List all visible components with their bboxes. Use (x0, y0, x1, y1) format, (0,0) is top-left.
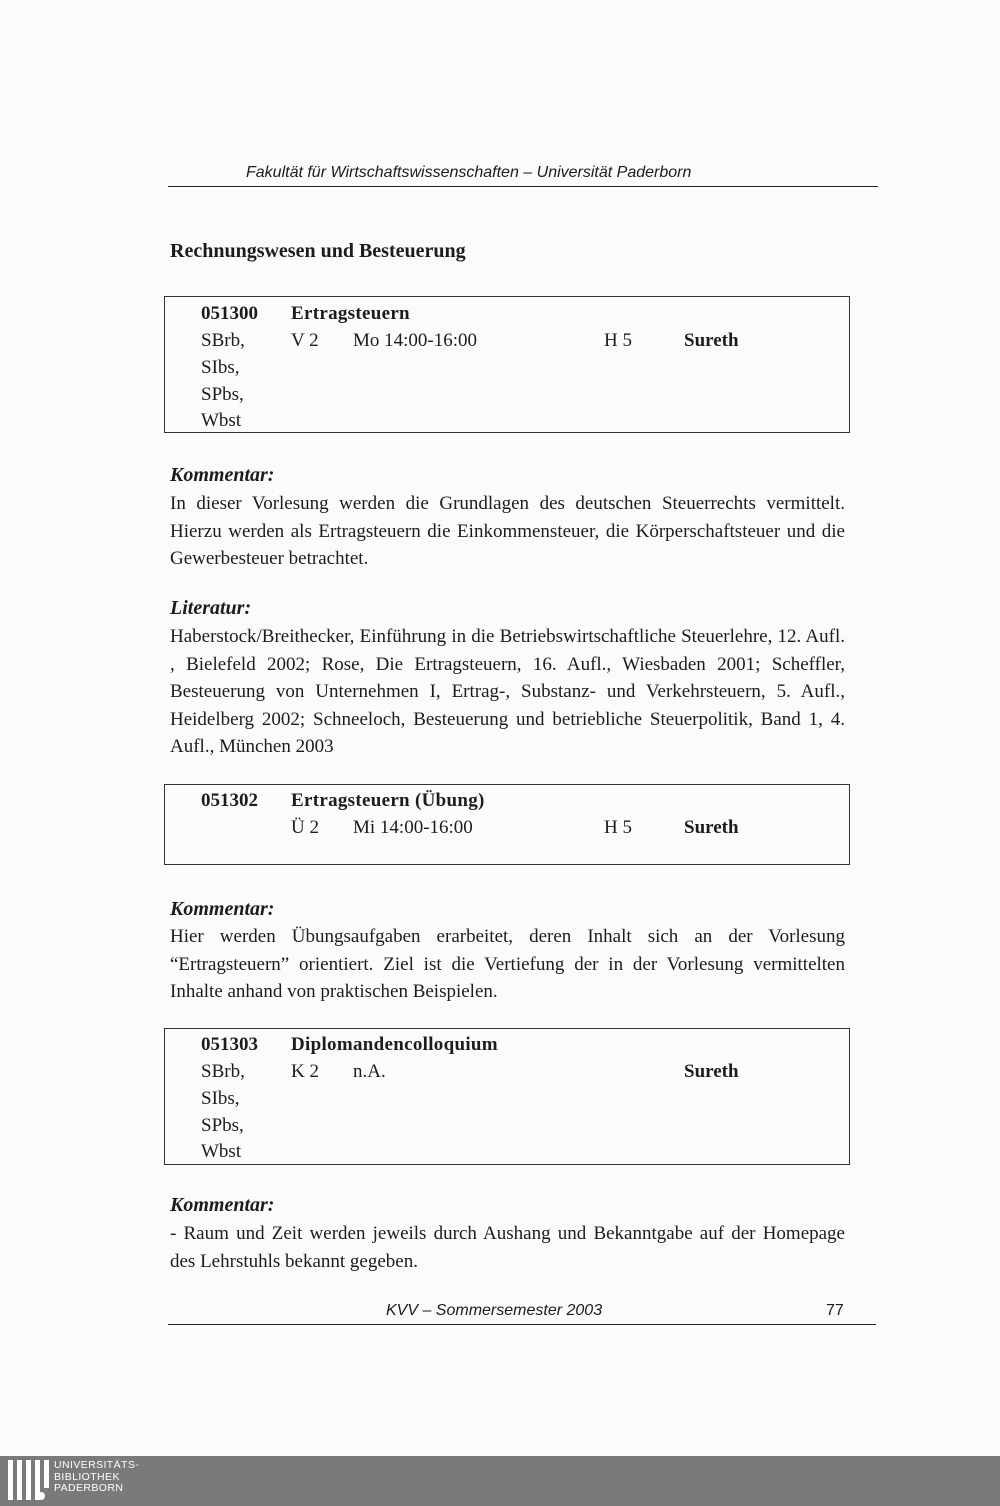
comment-label: Kommentar: (170, 1194, 275, 1216)
library-logo-bar (0, 1456, 1000, 1506)
library-logo-line: PADERBORN (54, 1482, 124, 1494)
course-title: Ertragsteuern (291, 303, 410, 324)
program-item: Wbst (201, 1141, 242, 1162)
page-header (168, 164, 878, 187)
course-box-051300 (164, 296, 850, 433)
library-logo-dot (37, 1492, 45, 1500)
course-number: 051300 (201, 303, 258, 324)
literature-label: Literatur: (170, 597, 252, 619)
program-item: SPbs, (201, 384, 244, 405)
program-item: SIbs, (201, 1088, 240, 1109)
library-logo-line: BIBLIOTHEK (54, 1470, 120, 1483)
comment-label: Kommentar: (170, 464, 275, 486)
program-item: SBrb, (201, 330, 245, 351)
comment-label: Kommentar: (170, 898, 275, 920)
literature-text: Haberstock/Breithecker, Einführung in die Betriebswirtschaftliche Steuerlehre, 12. Aufl. , Bielefeld 2002; Rose, Die Ertragsteuern, 16. Aufl., Wiesbaden 2001; Scheffler, Besteuerung von Unternehmen I, Ertrag-, Substanz- und Verkehrsteuern, 5. Aufl., Heidelberg 2002; Schneeloch, Besteuerung und betriebliche Steuerpolitik, Band 1, 4. Aufl., München 2003 (170, 626, 845, 757)
footer-text: KVV – Sommersemester 2003 (386, 1302, 603, 1319)
course-time: Mi 14:00-16:00 (353, 817, 473, 838)
course-title: Ertragsteuern (Übung) (291, 790, 485, 811)
library-logo-line: UNIVERSITÄTS- (54, 1459, 140, 1471)
course-time: n.A. (353, 1061, 386, 1082)
comment-text: In dieser Vorlesung werden die Grundlagen des deutschen Steuerrechts vermittelt. Hierzu werden als Ertragsteuern die Einkommensteuer, die Körperschaftsteuer und die Gewerbesteuer betrachtet. (170, 493, 845, 569)
course-title: Diplomandencolloquium (291, 1034, 498, 1055)
program-item: SIbs, (201, 357, 240, 378)
course-room: H 5 (604, 817, 632, 838)
course-type: K 2 (291, 1061, 319, 1082)
course-box-051302 (164, 784, 850, 865)
page-footer (168, 1302, 876, 1325)
course-number: 051303 (201, 1034, 258, 1055)
course-type: V 2 (291, 330, 319, 351)
course-time: Mo 14:00-16:00 (353, 330, 478, 351)
header-text: Fakultät für Wirtschaftswissenschaften – Universität Paderborn (246, 164, 692, 181)
comment-text: - Raum und Zeit werden jeweils durch Aushang und Bekanntgabe auf der Homepage des Lehrstuhls bekannt gegeben. (170, 1223, 845, 1272)
course-room: H 5 (604, 330, 632, 351)
page-number: 77 (826, 1302, 844, 1319)
course-lecturer: Sureth (684, 1061, 739, 1082)
course-type: Ü 2 (291, 817, 319, 838)
course-box-051303 (164, 1028, 850, 1165)
course-lecturer: Sureth (684, 330, 739, 351)
program-item: SPbs, (201, 1115, 244, 1136)
course-lecturer: Sureth (684, 817, 739, 838)
library-logo-text (54, 1460, 139, 1495)
comment-text: Hier werden Übungsaufgaben erarbeitet, deren Inhalt sich an der Vorlesung “Ertragsteuern” orientiert. Ziel ist die Vertiefung der in der Vorlesung vermittelten Inhalte anhand von praktischen Beispielen. (170, 926, 845, 1002)
course-number: 051302 (201, 790, 258, 811)
program-item: SBrb, (201, 1061, 245, 1082)
section-title: Rechnungswesen und Besteuerung (170, 240, 466, 262)
program-item: Wbst (201, 410, 242, 431)
